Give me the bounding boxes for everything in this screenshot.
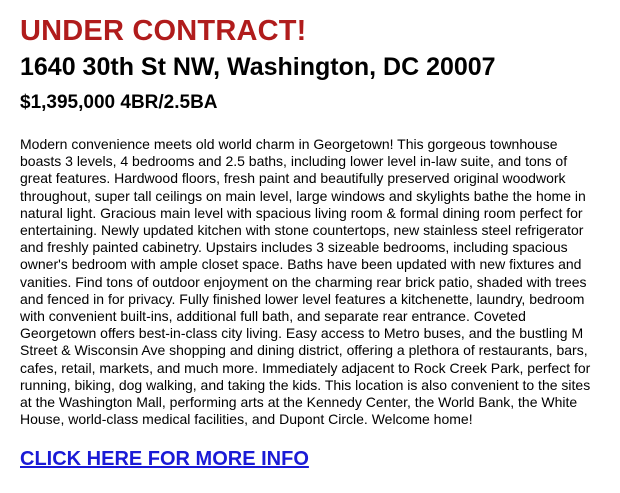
listing-description: Modern convenience meets old world charm in Georgetown! This gorgeous townhouse boasts 3 levels, 4 bedrooms and 2.5 baths, including lower level in-law suite, and tons of great features. Hardwood floors, fresh paint and beautifully preserved original woodwork throughout, super tall ceilings on main level, large windows and skylights bathe the home in natural light. Gracious main level with spacious living room & formal dining room perfect for entertaining. Newly updated kitchen with stone countertops, new stainless steel refrigerator and freshly painted cabinetry. Upstairs includes 3 sizeable bedrooms, including spacious owner's bedroom with ample closet space. Baths have been updated with new fixtures and vanities. Find tons of outdoor enjoyment on the charming rear brick patio, shaded with trees and fenced in for privacy. Fully finished lower level features a kitchenette, laundry, bedroom with convenient built-ins, additional full bath, and separate rear entrance. Coveted Georgetown offers best-in-class city living. Easy access to Metro buses, and the bustling M Street & Wisconsin Ave shopping and dining district, offering a plethora of restaurants, bars, cafes, retail, markets, and much more. Immediately adjacent to Rock Creek Park, perfect for running, biking, dog walking, and taking the kids. This location is also convenient to the sites at the Washington Mall, performing arts at the Kennedy Center, the World Bank, the White House, world-class medical facilities, and Dupont Circle. Welcome home! [20, 136, 591, 428]
listing-price-summary: $1,395,000 4BR/2.5BA [20, 92, 218, 113]
listing-address: 1640 30th St NW, Washington, DC 20007 [20, 53, 496, 81]
more-info-link[interactable]: CLICK HERE FOR MORE INFO [20, 448, 309, 471]
listing-status-heading: UNDER CONTRACT! [20, 15, 307, 47]
